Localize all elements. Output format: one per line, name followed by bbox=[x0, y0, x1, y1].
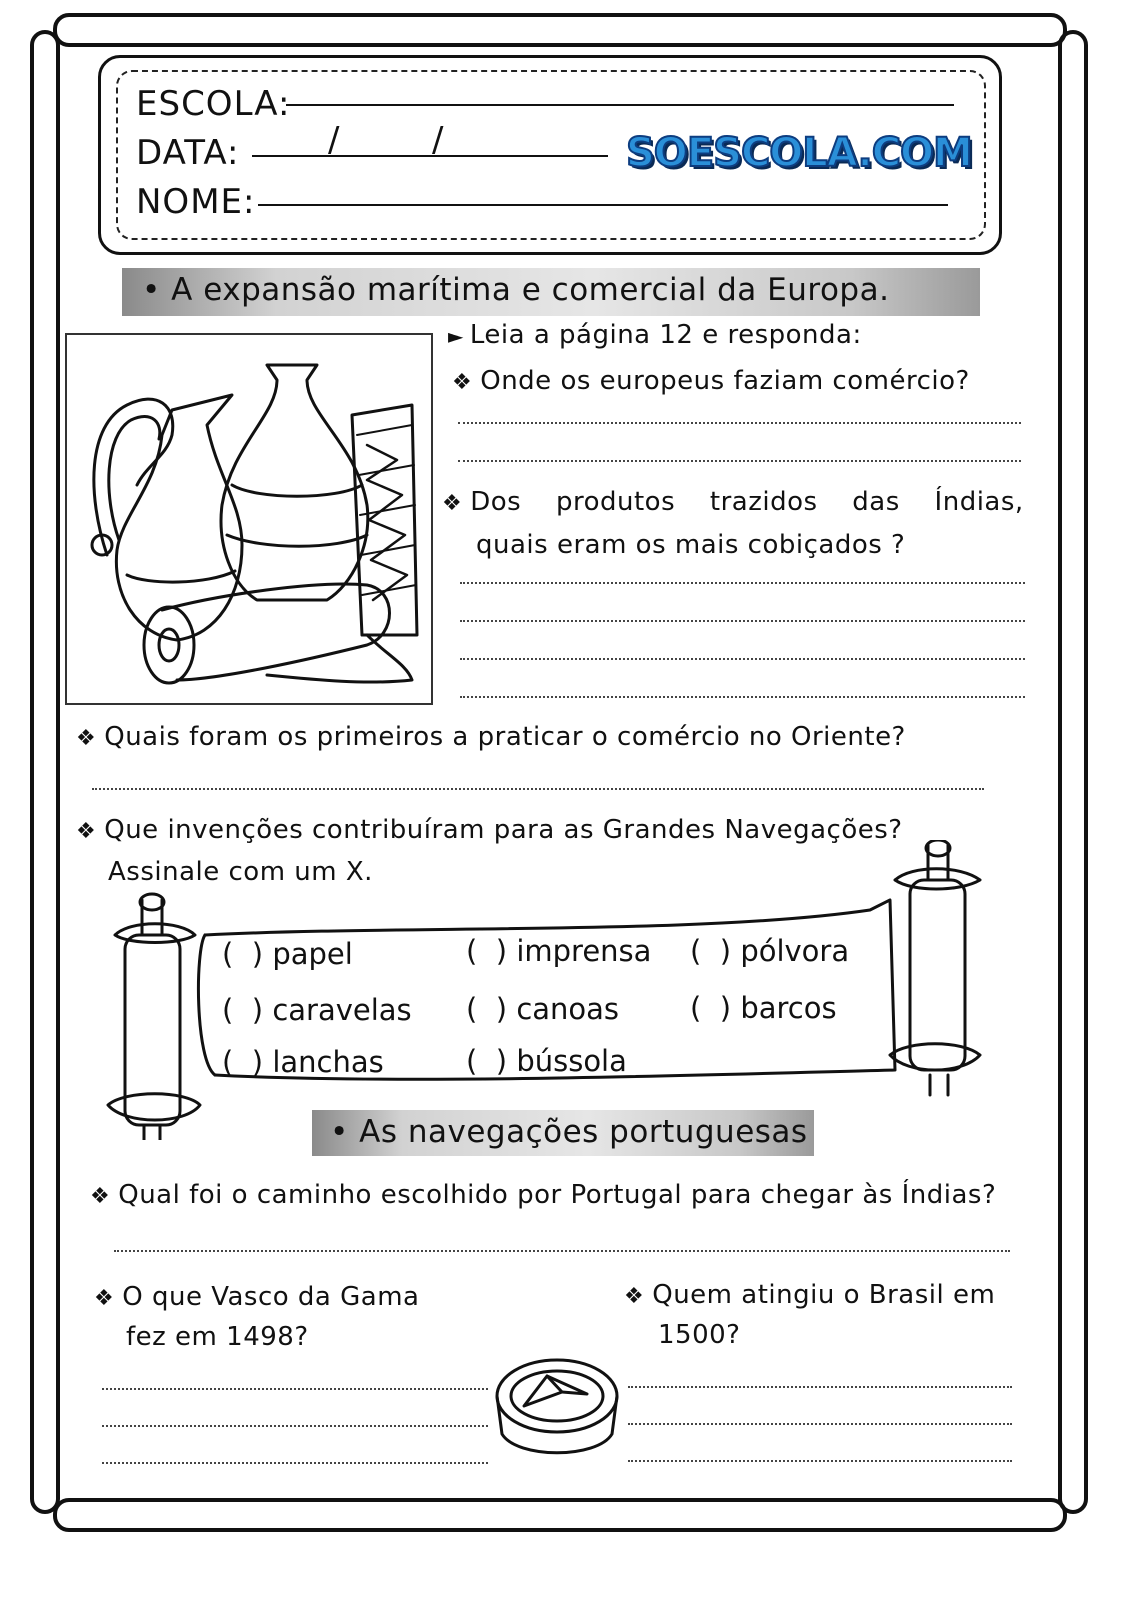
option-label: papel bbox=[272, 937, 353, 971]
answer-line[interactable] bbox=[92, 788, 984, 790]
answer-line[interactable] bbox=[460, 620, 1025, 622]
option-imprensa[interactable] bbox=[466, 934, 651, 968]
option-label: imprensa bbox=[516, 934, 652, 968]
escola-field[interactable] bbox=[286, 104, 954, 106]
option-label: caravelas bbox=[272, 993, 412, 1027]
answer-line[interactable] bbox=[628, 1460, 1012, 1462]
option-canoas[interactable] bbox=[466, 992, 619, 1026]
option-label: pólvora bbox=[740, 934, 850, 968]
diamond-bullet-icon: ❖ bbox=[94, 1286, 115, 1311]
answer-line[interactable] bbox=[628, 1423, 1012, 1425]
option-caravelas[interactable] bbox=[222, 993, 412, 1027]
answer-line[interactable] bbox=[460, 582, 1025, 584]
question-4-line2: Assinale com um X. bbox=[108, 857, 373, 887]
compass-icon bbox=[492, 1354, 622, 1464]
option-barcos[interactable] bbox=[690, 991, 837, 1025]
question-7-line2: 1500? bbox=[658, 1320, 741, 1350]
question-7: ❖ Quem atingiu o Brasil em bbox=[624, 1280, 996, 1310]
option-label: barcos bbox=[740, 991, 837, 1025]
question-2-line2: quais eram os mais cobiçados ? bbox=[476, 530, 906, 560]
answer-line[interactable] bbox=[460, 658, 1025, 660]
diamond-bullet-icon: ❖ bbox=[90, 1184, 111, 1209]
question-1: ❖ Onde os europeus faziam comércio? bbox=[452, 366, 970, 396]
answer-line[interactable] bbox=[102, 1388, 488, 1390]
nome-field[interactable] bbox=[258, 204, 948, 206]
soescola-logo: SOESCOLA.COM bbox=[626, 130, 972, 176]
diamond-bullet-icon: ❖ bbox=[442, 491, 463, 516]
option-papel[interactable] bbox=[222, 937, 353, 971]
question-2: ❖ Dos produtos trazidos das Índias, bbox=[442, 487, 1024, 517]
date-separator-2: / bbox=[432, 120, 444, 160]
diamond-bullet-icon: ❖ bbox=[452, 370, 473, 395]
jug-vase-cloth-icon bbox=[67, 335, 431, 703]
answer-line[interactable] bbox=[102, 1425, 488, 1427]
question-6: ❖ O que Vasco da Gama bbox=[94, 1282, 420, 1312]
nome-label: NOME: bbox=[136, 182, 256, 222]
checkbox[interactable]: ( ) bbox=[222, 937, 264, 971]
goods-illustration bbox=[65, 333, 433, 705]
diamond-bullet-icon: ❖ bbox=[624, 1284, 645, 1309]
checkbox[interactable]: ( ) bbox=[222, 993, 264, 1027]
escola-label: ESCOLA: bbox=[136, 84, 291, 124]
diamond-bullet-icon: ❖ bbox=[76, 726, 97, 751]
option-lanchas[interactable] bbox=[222, 1045, 384, 1079]
answer-line[interactable] bbox=[628, 1386, 1012, 1388]
section1-banner bbox=[122, 268, 980, 316]
triangle-arrow-icon: ► bbox=[448, 324, 464, 348]
date-separator-1: / bbox=[328, 120, 340, 160]
answer-line[interactable] bbox=[102, 1462, 488, 1464]
answer-line[interactable] bbox=[458, 460, 1021, 462]
diamond-bullet-icon: ❖ bbox=[76, 819, 97, 844]
question-5: ❖ Qual foi o caminho escolhido por Portugal para chegar às Índias? bbox=[90, 1180, 997, 1210]
option-bussola[interactable] bbox=[466, 1044, 627, 1078]
option-label: bússola bbox=[516, 1044, 627, 1078]
section2-title: • As navegações portuguesas bbox=[330, 1114, 808, 1150]
instruction-text: ► Leia a página 12 e responda: bbox=[448, 320, 862, 350]
answer-line[interactable] bbox=[114, 1250, 1010, 1252]
checkbox[interactable]: ( ) bbox=[466, 934, 508, 968]
checkbox[interactable]: ( ) bbox=[690, 991, 732, 1025]
data-label: DATA: bbox=[136, 133, 240, 173]
option-polvora[interactable] bbox=[690, 934, 849, 968]
scroll-icon bbox=[100, 840, 990, 1140]
option-label: lanchas bbox=[272, 1045, 384, 1079]
question-3: ❖ Quais foram os primeiros a praticar o comércio no Oriente? bbox=[76, 722, 906, 752]
question-4: ❖ Que invenções contribuíram para as Grandes Navegações? bbox=[76, 815, 903, 845]
checkbox[interactable]: ( ) bbox=[466, 1044, 508, 1078]
answer-line[interactable] bbox=[460, 696, 1025, 698]
answer-line[interactable] bbox=[458, 422, 1021, 424]
section1-title: • A expansão marítima e comercial da Europa. bbox=[142, 272, 890, 308]
data-field[interactable] bbox=[252, 155, 608, 157]
section2-banner bbox=[312, 1110, 814, 1156]
checkbox[interactable]: ( ) bbox=[690, 934, 732, 968]
question-6-line2: fez em 1498? bbox=[126, 1322, 309, 1352]
option-label: canoas bbox=[516, 992, 620, 1026]
checkbox[interactable]: ( ) bbox=[466, 992, 508, 1026]
checkbox[interactable]: ( ) bbox=[222, 1045, 264, 1079]
